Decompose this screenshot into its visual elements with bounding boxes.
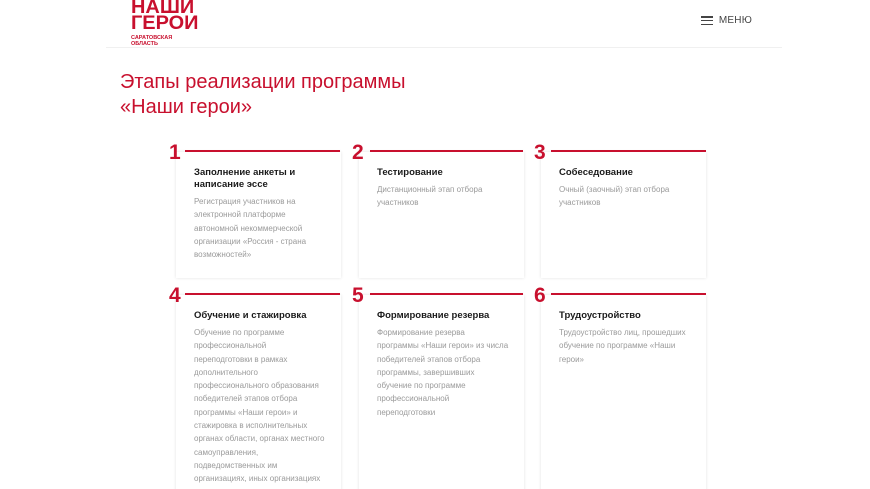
stage-description-line: участников — [559, 198, 601, 208]
stage-description-line: победителей этапов отбора — [194, 394, 298, 404]
stage-description-line: профессиональной — [194, 341, 267, 351]
page-title-line-2: «Наши герои» — [120, 96, 252, 118]
stage-title-line: Трудоустройство — [559, 310, 641, 321]
stage-description — [194, 326, 334, 486]
stage-description-line: органах области, органах местного — [194, 434, 325, 444]
stage-description — [194, 195, 334, 261]
stage-divider — [370, 150, 523, 152]
stage-number: 5 — [352, 284, 364, 307]
stage-description-line: обучение по программе «Наши — [559, 341, 676, 351]
stage-description-line: герои» — [559, 354, 585, 364]
stage-description-line: профессионального образования — [194, 381, 319, 391]
stage-title — [559, 167, 694, 179]
stage-description-line: организациях, иных организациях — [194, 474, 321, 484]
stage-card — [359, 152, 524, 278]
stage-description-line: Дистанционный этап отбора — [377, 185, 483, 194]
stage-divider — [185, 293, 340, 295]
stage-description-line: профессиональной — [377, 394, 450, 404]
stage-number: 1 — [169, 141, 181, 164]
stage-number: 4 — [169, 284, 181, 307]
logo-subtitle-line-1: САРАТОВСКАЯ — [131, 35, 173, 41]
stage-description — [559, 183, 699, 210]
stage-description-line: Формирование резерва — [377, 328, 465, 337]
stage-description-line: Очный (заочный) этап отбора — [559, 185, 670, 194]
hamburger-icon — [701, 16, 713, 25]
stage-title-line: написание эссе — [194, 179, 268, 190]
menu-label: МЕНЮ — [718, 15, 752, 26]
stage-description-line: стажировка в исполнительных — [194, 421, 308, 431]
stage-description — [377, 183, 517, 210]
stage-description-line: дополнительного — [194, 367, 258, 377]
stage-divider — [551, 293, 706, 295]
stage-description-line: программы «Наши герои» и — [194, 407, 298, 417]
stage-description-line: победителей этапов отбора — [377, 354, 481, 364]
stage-description-line: участников — [377, 198, 419, 208]
stage-card — [541, 152, 706, 278]
stage-description-line: автономной некоммерческой — [194, 223, 303, 233]
stage-description-line: электронной платформе — [194, 210, 286, 220]
stage-description-line: Обучение по программе — [194, 328, 285, 337]
logo-line-1: НАШИ — [131, 0, 195, 18]
site-logo[interactable] — [131, 0, 211, 46]
stage-card — [359, 295, 524, 489]
stage-card — [541, 295, 706, 489]
stage-card — [176, 152, 341, 278]
stage-description-line: обучение по программе — [377, 381, 466, 391]
stage-title — [194, 167, 329, 191]
stage-number: 2 — [352, 141, 364, 164]
stage-number: 6 — [534, 284, 546, 307]
stage-title-line: Собеседование — [559, 167, 633, 178]
stage-title-line: Заполнение анкеты и — [194, 167, 296, 178]
stage-description-line: подведомственных им — [194, 460, 278, 470]
stage-title-line: Обучение и стажировка — [194, 310, 307, 321]
logo-subtitle-line-2: ОБЛАСТЬ — [131, 41, 158, 47]
stage-number: 3 — [534, 141, 546, 164]
stage-description — [559, 326, 699, 366]
menu-button[interactable] — [701, 15, 752, 26]
logo-subtitle — [131, 35, 172, 47]
stage-title — [194, 310, 329, 322]
page-title-line-1: Этапы реализации программы — [120, 71, 406, 93]
stage-divider — [551, 150, 706, 152]
stage-title — [377, 167, 512, 179]
stage-description-line: самоуправления, — [194, 447, 259, 457]
page-title — [120, 70, 540, 120]
stage-title — [559, 310, 694, 322]
stage-description-line: переподготовки — [377, 407, 436, 417]
stage-description-line: программы «Наши герои» из числа — [377, 341, 509, 351]
stage-description-line: Трудоустройство лиц, прошедших — [559, 328, 686, 337]
stage-description-line: возможностей» — [194, 250, 252, 260]
stage-title — [377, 310, 512, 322]
stage-title-line: Формирование резерва — [377, 310, 490, 321]
stage-description-line: Регистрация участников на — [194, 197, 296, 206]
stage-card — [176, 295, 341, 489]
stage-divider — [185, 150, 340, 152]
stage-description-line: организации «Россия - страна — [194, 236, 307, 246]
site-header — [106, 0, 782, 48]
stage-title-line: Тестирование — [377, 167, 443, 178]
stage-divider — [370, 293, 523, 295]
stage-description-line: программы, завершивших — [377, 367, 475, 377]
stage-description-line: переподготовки в рамках — [194, 354, 288, 364]
logo-line-2: ГЕРОИ — [131, 13, 199, 34]
stage-description — [377, 326, 517, 419]
